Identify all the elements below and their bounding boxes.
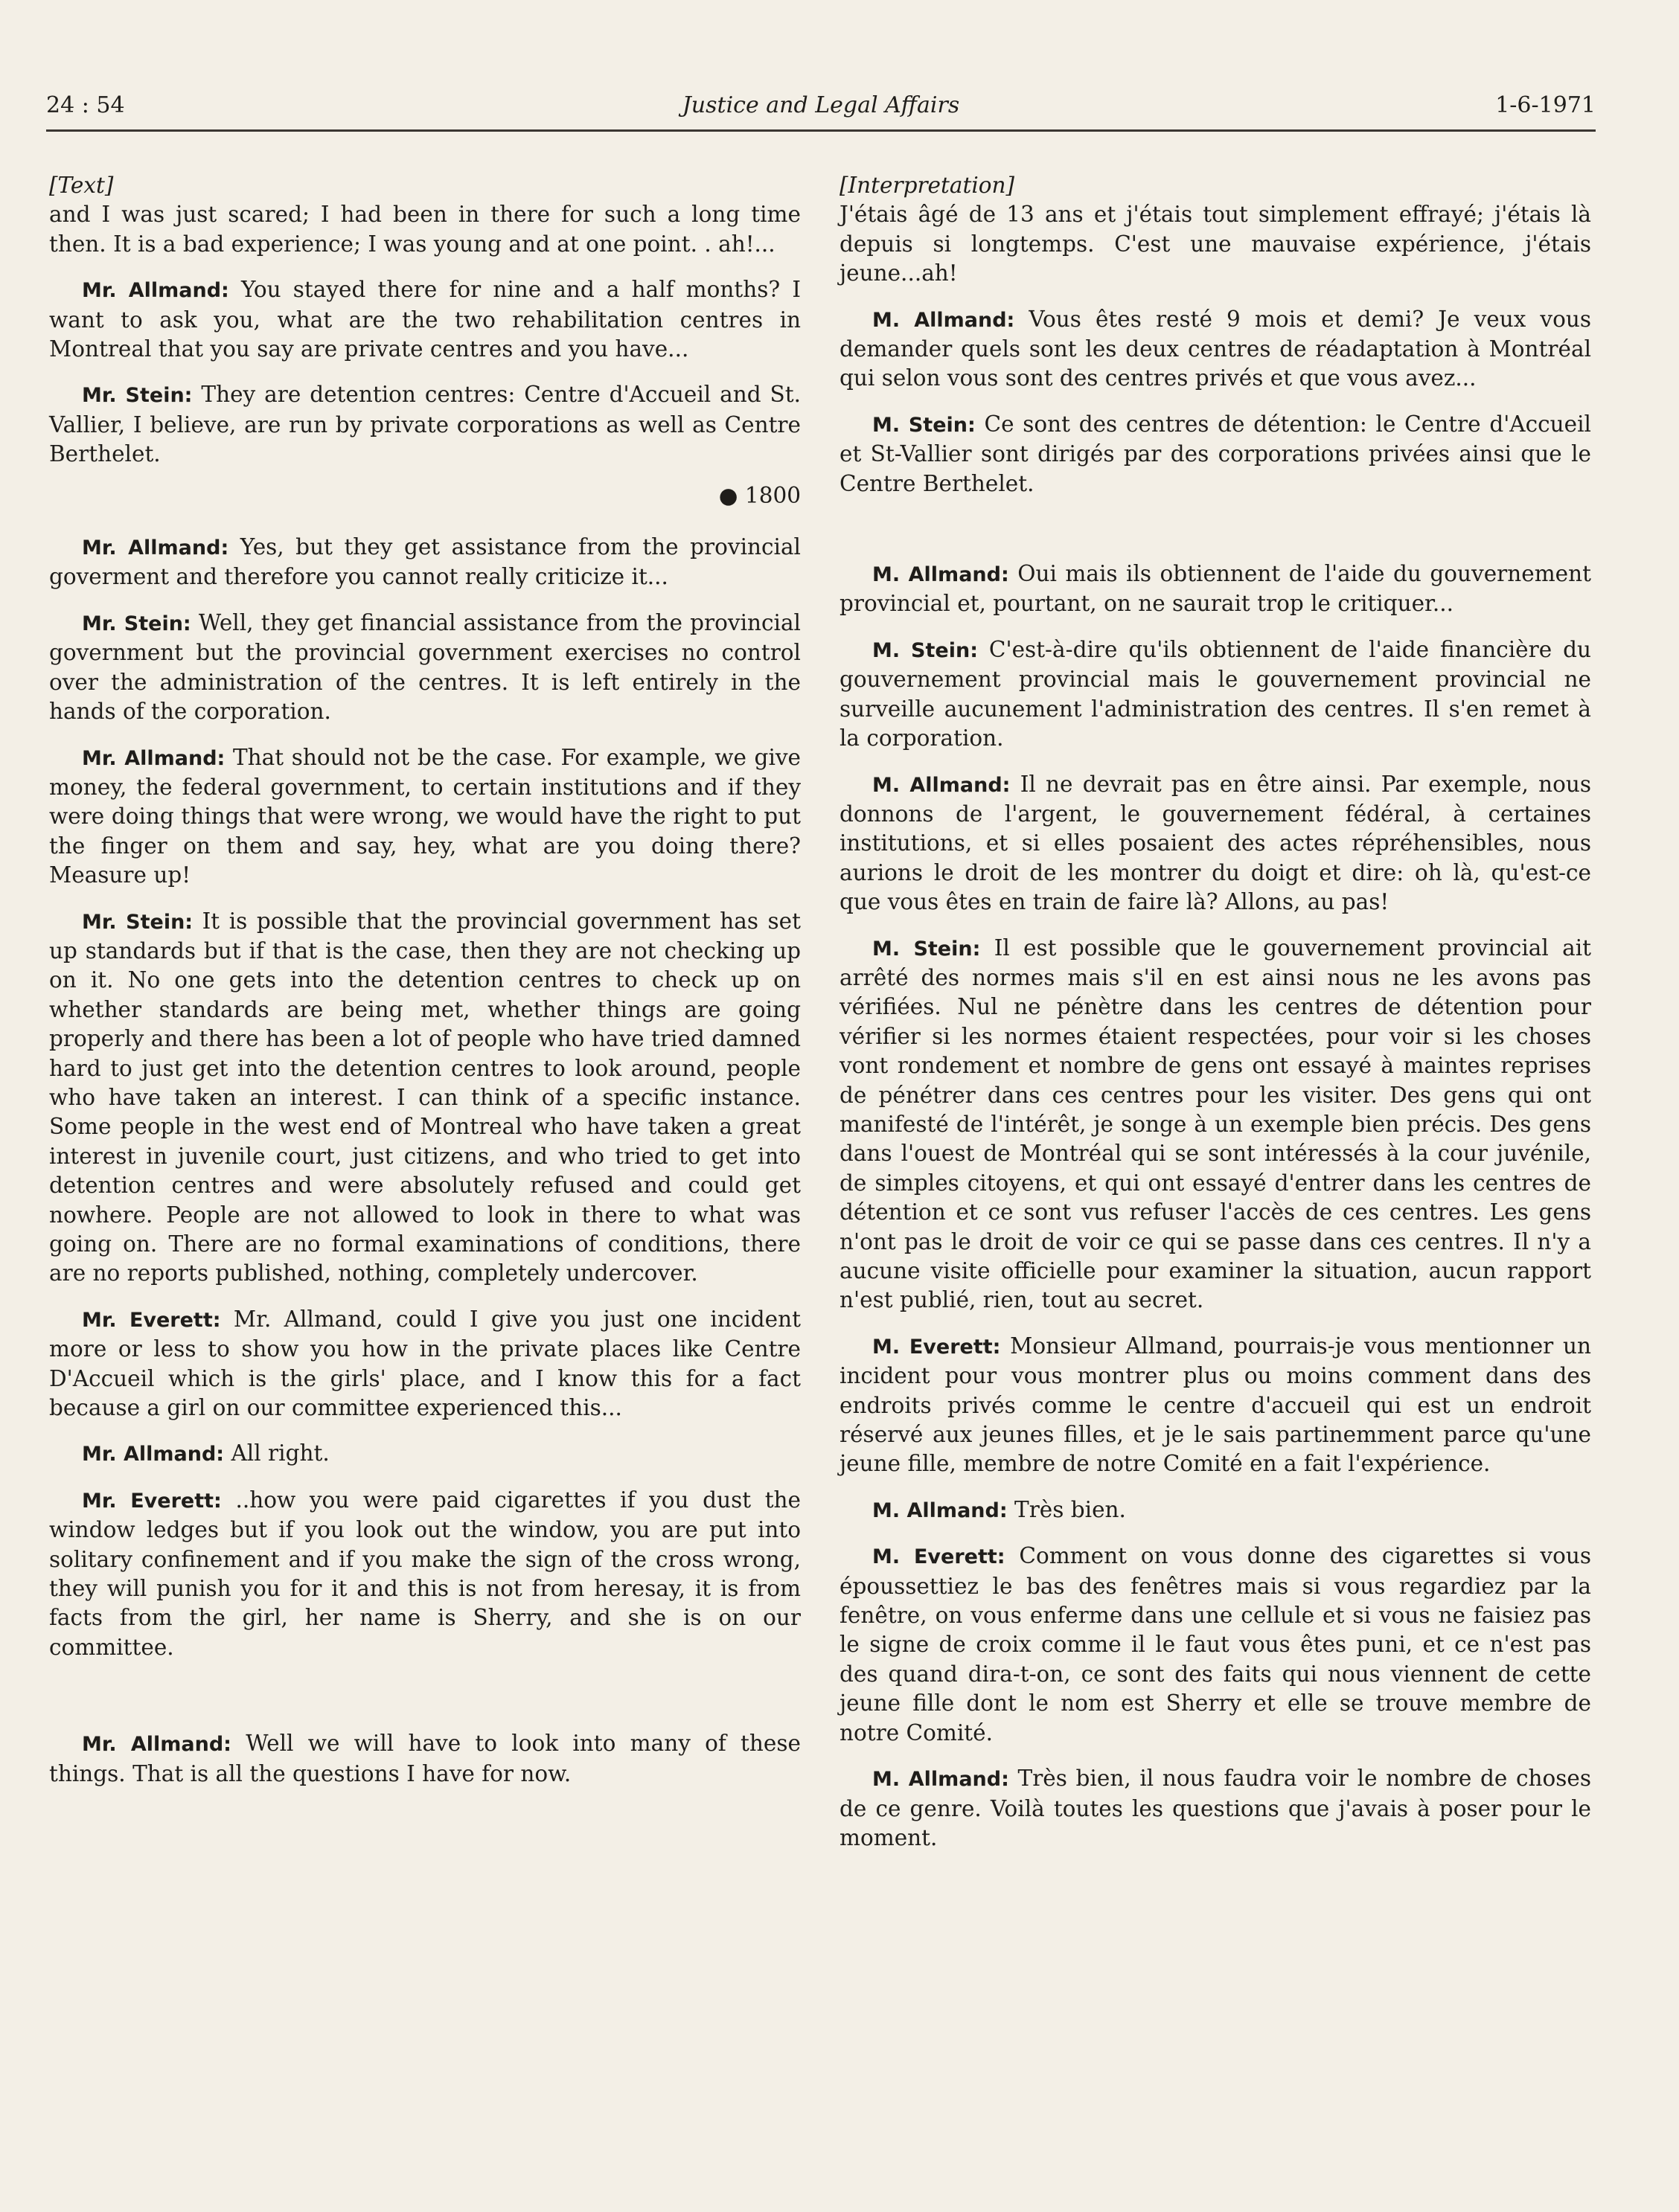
speech-paragraph — [840, 635, 1591, 754]
speech-paragraph — [49, 380, 801, 469]
speaker-name: Mr. Allmand: — [82, 536, 229, 560]
speech-text: Well, they get financial assistance from the provincial government but the provincial government exercises no control over the administration of the centres. It is left entirely in the hands of the corporation. — [49, 609, 801, 725]
speaker-name: Mr. Allmand: — [82, 746, 226, 770]
page-number: 24 : 54 — [46, 92, 125, 118]
speaker-name: Mr. Stein: — [82, 910, 194, 934]
speaker-name: M. Allmand: — [872, 308, 1015, 332]
speaker-name: Mr. Stein: — [82, 612, 191, 635]
interpretation-label: [Interpretation] — [840, 173, 1015, 198]
english-column — [49, 171, 801, 1805]
speech-text: Très bien. — [1014, 1496, 1126, 1522]
speech-text: Oui mais ils obtiennent de l'aide du gouvernement provincial et, pourtant, on ne saurait trop le critiquer... — [840, 561, 1591, 617]
speech-paragraph — [840, 560, 1591, 619]
speech-paragraph — [840, 305, 1591, 394]
speech-paragraph — [49, 1439, 801, 1469]
speaker-name: M. Allmand: — [872, 1498, 1008, 1522]
speaker-name: M. Allmand: — [872, 1768, 1009, 1792]
speaker-name: Mr. Everett: — [82, 1308, 221, 1332]
french-column — [840, 171, 1591, 1869]
speech-paragraph — [49, 743, 801, 891]
text-label: [Text] — [49, 173, 114, 198]
speech-paragraph — [840, 410, 1591, 498]
speech-text: Vous êtes resté 9 mois et demi? Je veux vous demander quels sont les deux centres de réadaptation à Montréal qui selon vous sont des centres privés et que vous avez... — [840, 306, 1591, 391]
speech-paragraph — [840, 1542, 1591, 1748]
speech-text: Ce sont des centres de détention: le Centre d'Accueil et St-Vallier sont dirigés par des corporations privées ainsi que le Centre Berthelet. — [840, 411, 1591, 496]
speech-paragraph — [840, 1332, 1591, 1479]
speech-paragraph — [840, 1495, 1591, 1525]
speech-paragraph — [49, 907, 801, 1289]
speaker-name: M. Stein: — [872, 937, 981, 961]
speech-paragraph — [840, 770, 1591, 917]
bullet-icon: ● — [718, 482, 738, 508]
speaker-name: M. Stein: — [872, 413, 976, 437]
speech-text: C'est-à-dire qu'ils obtiennent de l'aide financière du gouvernement provincial mais le gouvernement provincial ne surveille aucunement l'administration des centres. Il s'en remet à la corporation. — [840, 636, 1591, 751]
speech-paragraph — [840, 934, 1591, 1315]
speech-paragraph — [840, 1764, 1591, 1853]
speech-text: It is possible that the provincial government has set up standards but if that is the case, then they are not checking up on it. No one gets into the detention centres to check up on whether standards are being met, whether things are going properly and there has been a lot of people who have tried damned hard to just get into the detention centres to look around, people who have taken an interest. I can think of a specific instance. Some people in the west end of Montreal who have taken a great interest in juvenile court, just citizens, and who tried to get into detention centres and were absolutely refused and could get nowhere. People are not allowed to look in there to what was going on. There are no formal examinations of conditions, there are no reports published, nothing, completely undercover. — [49, 908, 801, 1286]
speech-paragraph — [49, 275, 801, 364]
speech-paragraph — [49, 609, 801, 727]
time-marker: ● 1800 — [718, 482, 801, 508]
speaker-name: M. Everett: — [872, 1335, 1001, 1359]
speech-text: Mr. Allmand, could I give you just one incident more or less to show you how in the private places like Centre D'Accueil which is the girls' place, and I know this for a fact because a girl on our committee experienced this... — [49, 1306, 801, 1421]
intro-paragraph: and I was just scared; I had been in there for such a long time then. It is a bad experience; I was young and at one point. . ah!... — [49, 202, 801, 257]
speech-text: Il est possible que le gouvernement provincial ait arrêté des normes mais s'il en est ainsi nous ne les avons pas vérifiées. Nul ne pénètre dans les centres de détention pour vérifier si les normes étaient respectées, pour voir si les choses vont rondement et nombre de gens ont essayé à maintes reprises de pénétrer dans ces centres pour les visiter. Des gens qui ont manifesté de l'intérêt, je songe à un exemple bien précis. Des gens dans l'ouest de Montréal qui se sont intéressés à la cour juvénile, de simples citoyens, et qui ont essayé d'entrer dans les centres de détention et ce sont vus refuser l'accès de ces centres. Les gens n'ont pas le droit de voir ce qui se passe dans ces centres. Il n'y a aucune visite officielle pour examiner la situation, aucun rapport n'est publié, rien, tout au secret. — [840, 935, 1591, 1313]
speech-text: Très bien, il nous faudra voir le nombre de choses de ce genre. Voilà toutes les questions que j'avais à poser pour le moment. — [840, 1766, 1591, 1850]
speaker-name: Mr. Allmand: — [82, 1443, 225, 1466]
intro-paragraph: J'étais âgé de 13 ans et j'étais tout simplement effrayé; j'étais là depuis si longtemps. C'est une mauvaise expérience, j'étais jeune...ah! — [840, 202, 1591, 286]
speaker-name: M. Allmand: — [872, 563, 1009, 587]
speaker-name: Mr. Stein: — [82, 384, 193, 408]
speech-text: Monsieur Allmand, pourrais-je vous mentionner un incident pour vous montrer plus ou moins comment dans des endroits privés comme le centre d'accueil qui est un endroit réservé aux jeunes filles, et je le sais partinemment parce qu'une jeune fille, membre de notre Comité en a fait l'expérience. — [840, 1333, 1591, 1477]
publication-title: Justice and Legal Affairs — [682, 92, 960, 118]
speech-text: Il ne devrait pas en être ainsi. Par exemple, nous donnons de l'argent, le gouvernement fédéral, à certaines institutions, et si elles posaient des actes répréhensibles, nous aurions le droit de les montrer du doigt et dire: oh là, qu'est-ce que vous êtes en train de faire là? Allons, au pas! — [840, 771, 1591, 915]
speaker-name: Mr. Allmand: — [82, 1733, 231, 1757]
speech-text: Yes, but they get assistance from the provincial goverment and therefore you cannot really criticize it... — [49, 534, 801, 590]
speaker-name: M. Allmand: — [872, 773, 1011, 797]
speaker-name: Mr. Everett: — [82, 1489, 222, 1513]
speech-paragraph — [49, 1305, 801, 1423]
speech-paragraph — [49, 1486, 801, 1662]
speech-paragraph — [49, 1729, 801, 1789]
speaker-name: Mr. Allmand: — [82, 279, 229, 303]
speech-text: Comment on vous donne des cigarettes si vous époussettiez le bas des fenêtres mais si vous regardiez par la fenêtre, on vous enferme dans une cellule et si vous ne faisiez pas le signe de croix comme il le faut vous êtes puni, et ce n'est pas des quand dira-t-on, ce sont des faits qui nous viennent de cette jeune fille dont le nom est Sherry et elle se trouve membre de notre Comité. — [840, 1543, 1591, 1745]
page-header — [46, 88, 1596, 132]
speaker-name: M. Stein: — [872, 638, 978, 662]
page-date: 1-6-1971 — [1495, 92, 1596, 118]
speech-text: Well we will have to look into many of these things. That is all the questions I have for now. — [49, 1731, 801, 1786]
speech-text: That should not be the case. For example, we give money, the federal government, to certain institutions and if they were doing things that were wrong, we would have the right to put the finger on them and say, hey, what are you doing there? Measure up! — [49, 744, 801, 888]
speech-paragraph — [49, 533, 801, 592]
speech-text: All right. — [231, 1440, 330, 1466]
speech-text: ..how you were paid cigarettes if you dust the window ledges but if you look out the window, you are put into solitary confinement and if you make the sign of the cross wrong, they will punish you for it and this is not from heresay, it is from facts from the girl, her name is Sherry, and she is on our committee. — [49, 1487, 802, 1660]
speech-text: They are detention centres: Centre d'Accueil and St. Vallier, I believe, are run by private corporations as well as Centre Berthelet. — [49, 382, 801, 467]
speech-text: You stayed there for nine and a half months? I want to ask you, what are the two rehabilitation centres in Montreal that you say are private centres and you have... — [49, 277, 801, 362]
speaker-name: M. Everett: — [872, 1545, 1005, 1569]
